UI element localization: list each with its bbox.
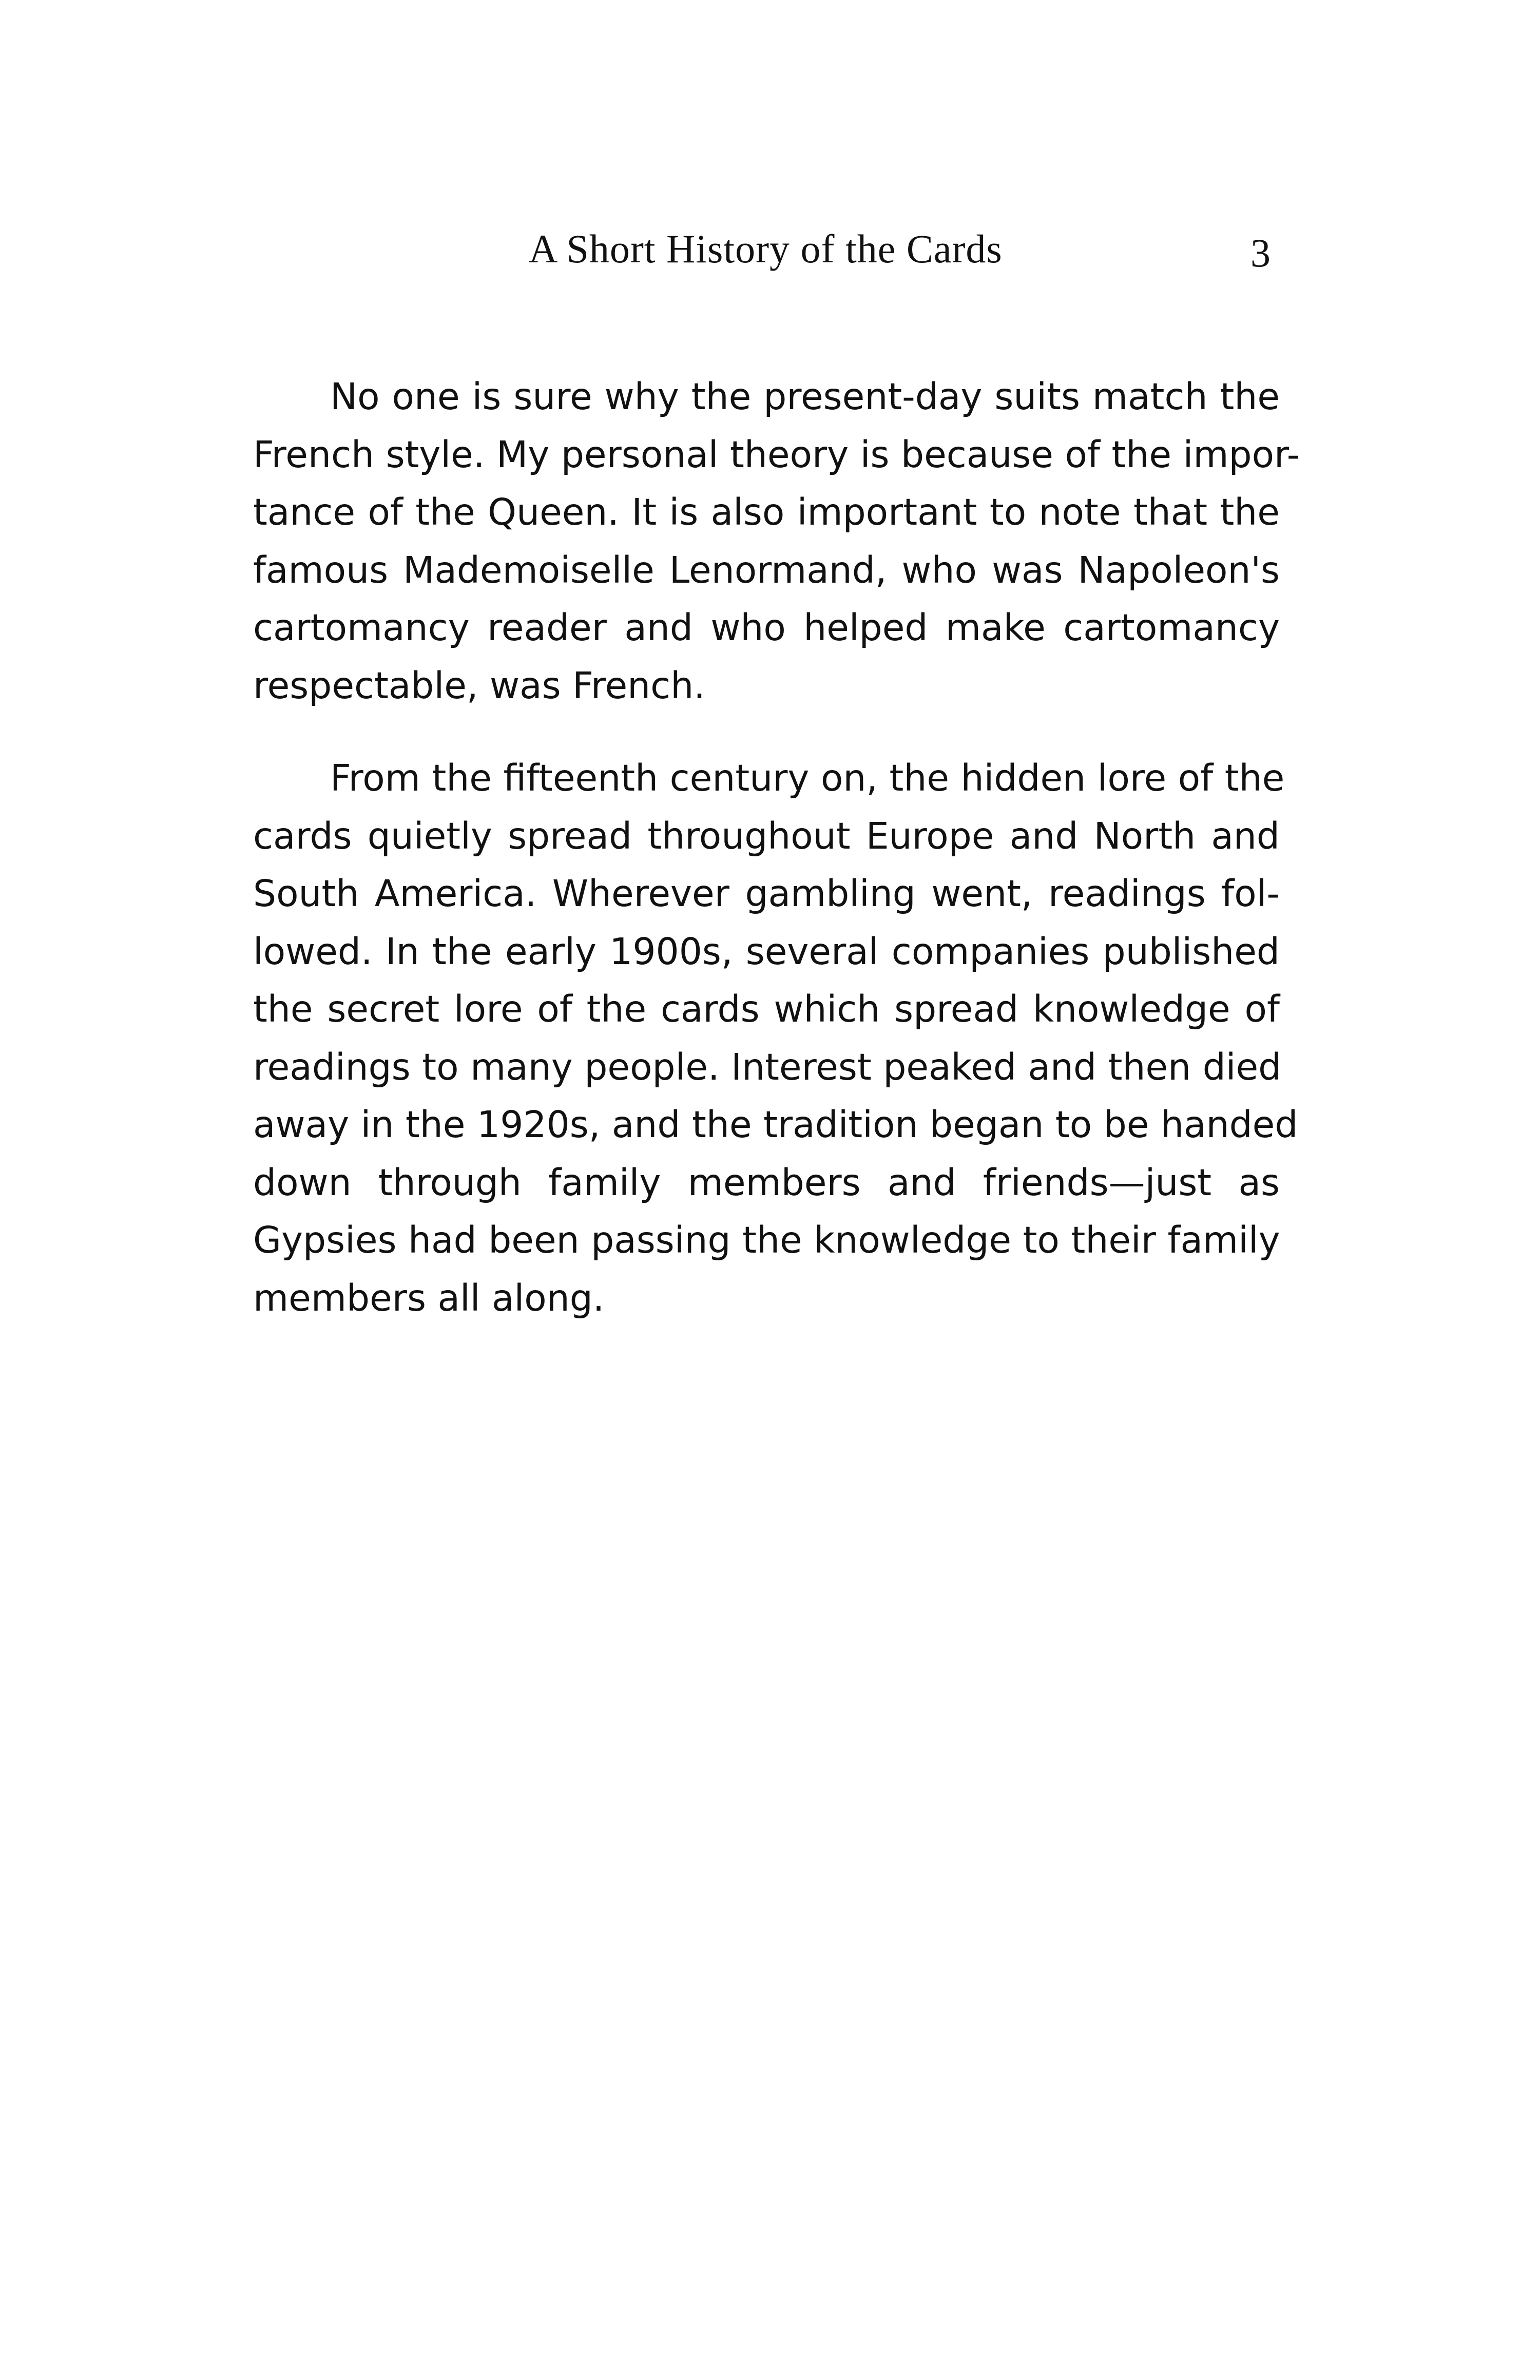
text-line: tance of the Queen. It is also important to note that the bbox=[253, 491, 1280, 533]
text-line: Gypsies had been passing the knowledge to their family bbox=[253, 1219, 1280, 1261]
body-text bbox=[253, 368, 1300, 1327]
paragraph-gap bbox=[253, 715, 1280, 750]
paragraph bbox=[253, 368, 1300, 715]
text-line: No one is sure why the present-day suits match the bbox=[330, 375, 1280, 418]
text-line: French style. My personal theory is because of the impor- bbox=[253, 433, 1300, 476]
paragraph bbox=[253, 750, 1298, 1327]
running-head bbox=[0, 221, 1540, 277]
text-line: down through family members and friends—just as bbox=[253, 1161, 1280, 1204]
text-line: From the fifteenth century on, the hidden lore of the bbox=[330, 757, 1285, 799]
text-line: away in the 1920s, and the tradition began to be handed bbox=[253, 1103, 1298, 1146]
text-line: cards quietly spread throughout Europe and North and bbox=[253, 814, 1280, 857]
text-line: lowed. In the early 1900s, several companies published bbox=[253, 930, 1280, 973]
text-line: respectable, was French. bbox=[253, 664, 705, 707]
text-line: cartomancy reader and who helped make cartomancy bbox=[253, 606, 1280, 649]
page-number: 3 bbox=[1250, 231, 1270, 275]
text-line: readings to many people. Interest peaked and then died bbox=[253, 1045, 1282, 1088]
text-line: South America. Wherever gambling went, readings fol- bbox=[253, 872, 1280, 915]
running-title: A Short History of the Cards bbox=[529, 226, 1003, 271]
text-line: the secret lore of the cards which spread knowledge of bbox=[253, 988, 1280, 1030]
text-line: members all along. bbox=[253, 1276, 605, 1319]
text-line: famous Mademoiselle Lenormand, who was Napoleon's bbox=[253, 548, 1280, 591]
